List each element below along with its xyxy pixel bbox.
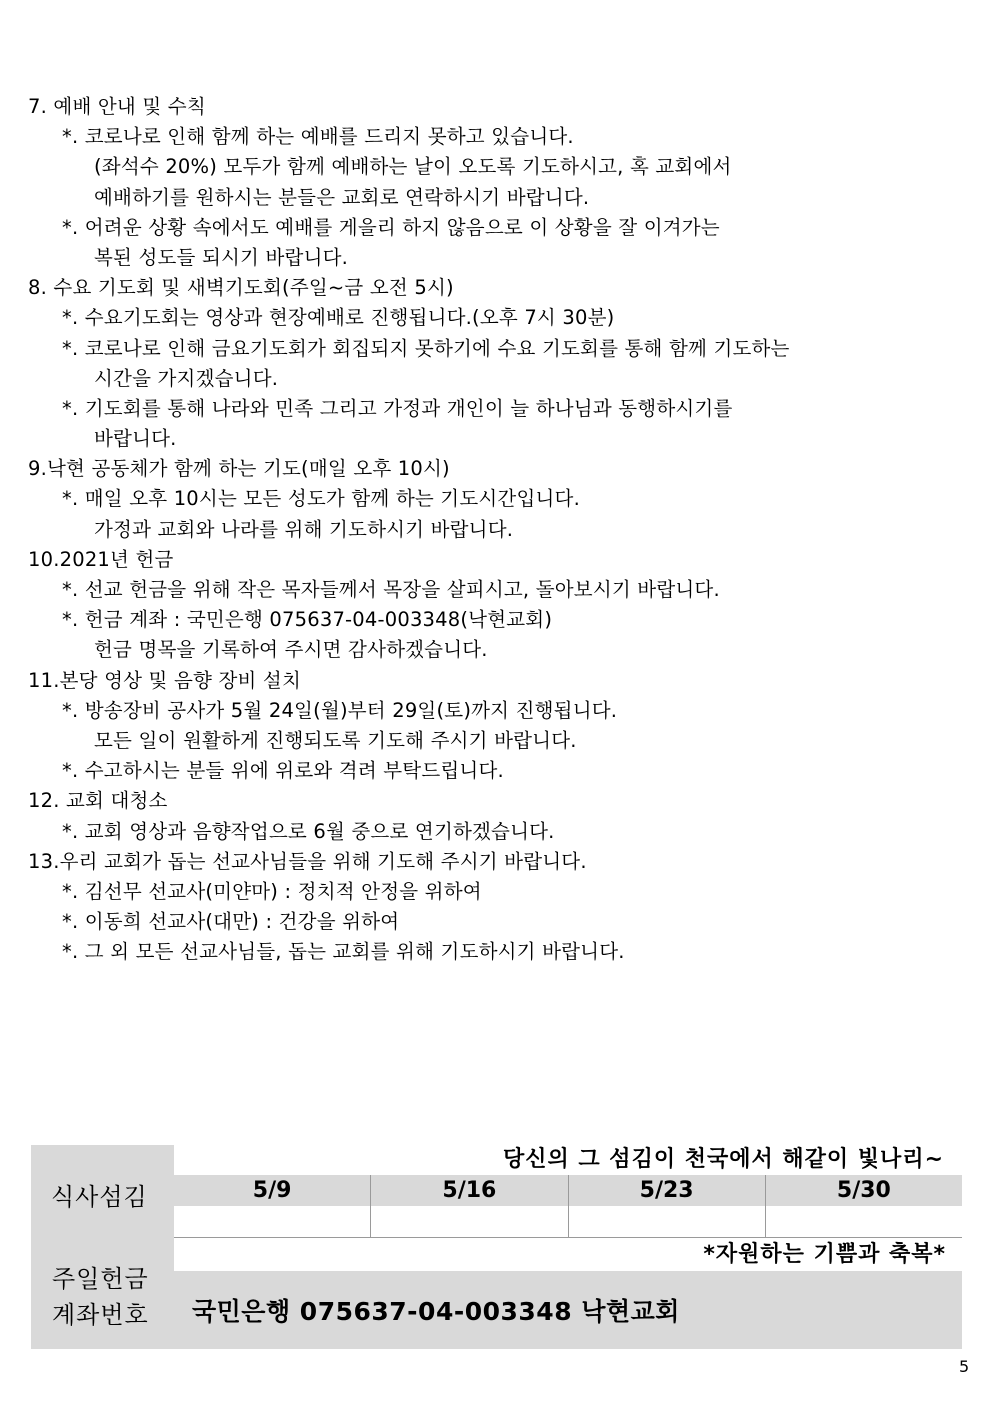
bullet-line: *. 헌금 계좌 : 국민은행 075637-04-003348(낙현교회) bbox=[62, 608, 553, 632]
bullet-line: *. 교회 영상과 음향작업으로 6월 중으로 연기하겠습니다. bbox=[62, 819, 555, 843]
date-cell: 5/30 bbox=[765, 1175, 962, 1206]
item-8-heading: 8. 수요 기도회 및 새벽기도회(주일~금 오전 5시) bbox=[28, 276, 454, 300]
bullet-line: *. 매일 오후 10시는 모든 성도가 함께 하는 기도시간입니다. bbox=[62, 487, 580, 511]
continuation-line: 바랍니다. bbox=[94, 427, 177, 451]
meal-slogan: 당신의 그 섬김이 천국에서 해같이 빛나리~ bbox=[502, 1147, 944, 1172]
item-12-heading: 12. 교회 대청소 bbox=[28, 789, 168, 813]
date-cell: 5/16 bbox=[370, 1175, 567, 1206]
bullet-line: *. 그 외 모든 선교사님들, 돕는 교회를 위해 기도하시기 바랍니다. bbox=[62, 940, 625, 964]
meal-names-row bbox=[174, 1206, 962, 1238]
announcements bbox=[0, 92, 992, 967]
item-7-heading: 7. 예배 안내 및 수칙 bbox=[28, 95, 206, 118]
item-9-heading: 9.낙현 공동체가 함께 하는 기도(매일 오후 10시) bbox=[28, 457, 450, 481]
date-cell: 5/23 bbox=[568, 1175, 765, 1206]
offering-joy-text: *자원하는 기쁨과 축복* bbox=[703, 1242, 946, 1267]
name-cell bbox=[174, 1206, 370, 1237]
continuation-line: 모든 일이 원활하게 진행되도록 기도해 주시기 바랍니다. bbox=[94, 728, 577, 752]
bullet-line: *. 수고하시는 분들 위에 위로와 격려 부탁드립니다. bbox=[62, 759, 504, 783]
date-cell: 5/9 bbox=[252, 1178, 292, 1203]
service-box bbox=[31, 1145, 962, 1349]
continuation-line: (좌석수 20%) 모두가 함께 예배하는 날이 오도록 기도하시고, 혹 교회에서 bbox=[94, 155, 732, 179]
name-cell bbox=[568, 1206, 765, 1237]
meal-service-label: 식사섬김 bbox=[51, 1183, 148, 1211]
bullet-line: *. 코로나로 인해 금요기도회가 회집되지 못하기에 수요 기도회를 통해 함께 기도하는 bbox=[62, 336, 790, 360]
bullet-line: *. 선교 헌금을 위해 작은 목자들께서 목장을 살피시고, 돌아보시기 바랍니다. bbox=[62, 578, 720, 601]
continuation-line: 예배하기를 원하시는 분들은 교회로 연락하시기 바랍니다. bbox=[94, 185, 590, 209]
bullet-line: *. 기도회를 통해 나라와 민족 그리고 가정과 개인이 늘 하나님과 동행하시기를 bbox=[62, 396, 733, 420]
continuation-line: 시간을 가지겠습니다. bbox=[94, 366, 279, 390]
bullet-line: *. 수요기도회는 영상과 현장예배로 진행됩니다.(오후 7시 30분) bbox=[62, 306, 615, 330]
account-number: 국민은행 075637-04-003348 낙현교회 bbox=[192, 1297, 680, 1326]
bullet-line: *. 방송장비 공사가 5월 24일(월)부터 29일(토)까지 진행됩니다. bbox=[62, 698, 618, 722]
continuation-line: 복된 성도들 되시기 바랍니다. bbox=[94, 245, 349, 269]
bullet-line: *. 이동희 선교사(대만) : 건강을 위하여 bbox=[62, 910, 400, 934]
name-cell bbox=[370, 1206, 567, 1237]
item-10-heading: 10.2021년 헌금 bbox=[28, 547, 174, 571]
offering-label: 주일헌금 bbox=[52, 1265, 149, 1293]
item-11-heading: 11.본당 영상 및 음향 장비 설치 bbox=[28, 668, 302, 692]
account-label: 계좌번호 bbox=[52, 1301, 149, 1329]
page-number: 5 bbox=[959, 1357, 970, 1376]
continuation-line: 헌금 명목을 기록하여 주시면 감사하겠습니다. bbox=[94, 638, 488, 662]
bullet-line: *. 어려운 상황 속에서도 예배를 게을리 하지 않음으로 이 상황을 잘 이겨가는 bbox=[62, 215, 720, 239]
meal-dates-row bbox=[174, 1175, 962, 1206]
name-cell bbox=[765, 1206, 962, 1237]
continuation-line: 가정과 교회와 나라를 위해 기도하시기 바랍니다. bbox=[94, 517, 514, 541]
item-13-heading: 13.우리 교회가 돕는 선교사님들을 위해 기도해 주시기 바랍니다. bbox=[28, 849, 587, 873]
bullet-line: *. 김선무 선교사(미얀마) : 정치적 안정을 위하여 bbox=[62, 879, 482, 903]
bullet-line: *. 코로나로 인해 함께 하는 예배를 드리지 못하고 있습니다. bbox=[62, 125, 574, 149]
